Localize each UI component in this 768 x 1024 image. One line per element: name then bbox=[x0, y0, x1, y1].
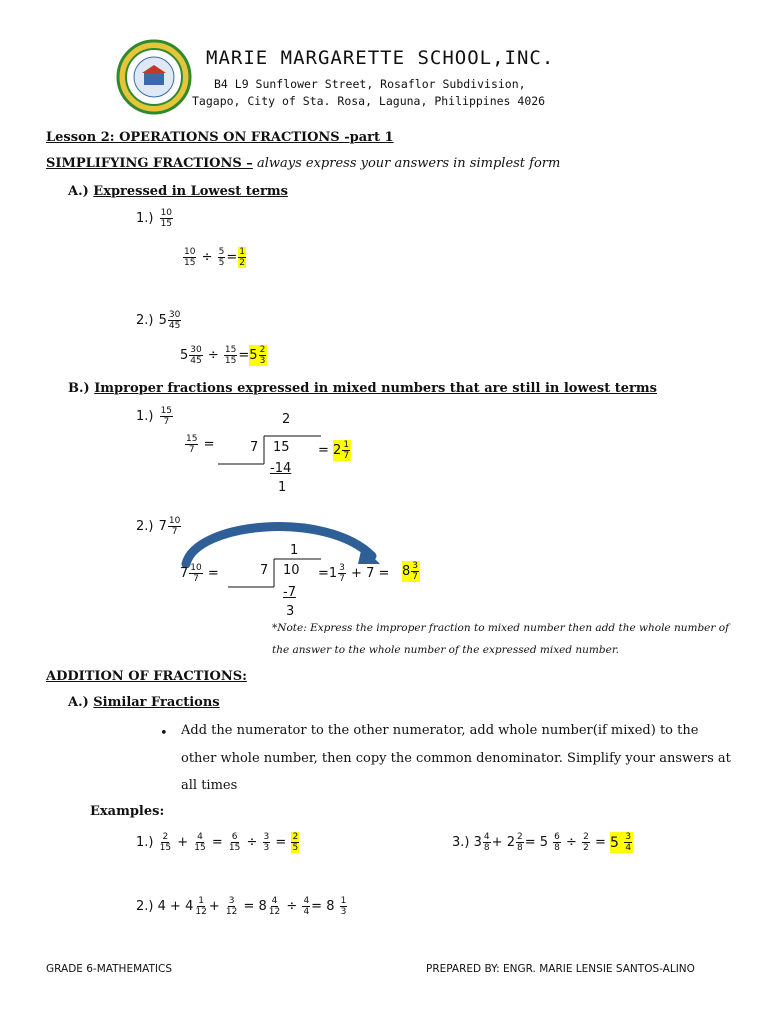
section-b-letter: B.) bbox=[68, 381, 90, 396]
b2-fraction-eq: 7 $\frac{10}{7}$ = bbox=[180, 563, 219, 584]
b1-problem bbox=[136, 406, 174, 427]
fraction: $\frac{15}{7}$ bbox=[160, 406, 173, 427]
fraction: $\frac{15}{15}$ bbox=[224, 345, 237, 366]
b2-remainder: 3 bbox=[286, 604, 295, 619]
section-b-title: Improper fractions expressed in mixed numbers that are still in lowest terms bbox=[94, 381, 657, 396]
example-1: 1.) $\frac{2}{15}$ + $\frac{4}{15}$ = $\frac{6}{15}$ ÷ $\frac{3}{3}$ = $\frac{2}{5}$ bbox=[136, 832, 299, 853]
school-logo bbox=[116, 39, 192, 115]
answer-fraction: $\frac{2}{5}$ bbox=[292, 832, 299, 853]
answer-fraction: $\frac{1}{2}$ bbox=[239, 247, 246, 268]
fraction: $\frac{15}{7}$ bbox=[186, 434, 198, 455]
b2-answer: 8 $\frac{3}{7}$ bbox=[402, 561, 419, 582]
b2-subtract: -7 bbox=[283, 585, 296, 600]
b1-answer: = 2 $\frac{1}{7}$ bbox=[318, 440, 350, 461]
a1-problem bbox=[136, 208, 174, 229]
fraction: $\frac{3}{7}$ bbox=[339, 563, 345, 584]
section-a-title: Expressed in Lowest terms bbox=[93, 184, 288, 199]
fraction: $\frac{10}{7}$ bbox=[168, 516, 181, 537]
fraction: $\frac{10}{15}$ bbox=[184, 247, 196, 268]
section-a-letter: A.) bbox=[68, 184, 89, 199]
a2-solution: 5 $\frac{30}{45}$ ÷ $\frac{15}{15}$ = 5 $\frac{2}{3}$ bbox=[180, 345, 266, 366]
examples-label: Examples: bbox=[90, 804, 165, 819]
fraction: $\frac{30}{45}$ bbox=[190, 345, 202, 366]
example-2: 2.) 4 + 4 $\frac{1}{12}$ + $\frac{3}{12}$ = 8 $\frac{4}{12}$ ÷ $\frac{4}{4}$ = 8 $\frac{1}{3}$ bbox=[136, 896, 347, 917]
item-label: 2.) bbox=[136, 313, 154, 328]
b1-quotient: 2 bbox=[282, 412, 291, 427]
bullet-line-1: Add the numerator to the other numerator, add whole number(if mixed) to the bbox=[181, 723, 699, 738]
item-label: 1.) bbox=[136, 211, 154, 226]
b1-fraction-eq: $\frac{15}{7}$ = bbox=[186, 434, 215, 455]
section-a-heading bbox=[68, 184, 288, 199]
example-3: 3.) 3 $\frac{4}{8}$ + 2 $\frac{2}{8}$ = 5 $\frac{6}{8}$ ÷ $\frac{2}{2}$ = 5 $\frac{3}{4}$ bbox=[452, 832, 632, 853]
b2-divisor: 7 bbox=[260, 563, 269, 578]
answer-mixed: 5 $\frac{3}{4}$ bbox=[610, 832, 632, 853]
answer-mixed: 2 $\frac{1}{7}$ bbox=[333, 440, 350, 461]
fraction: $\frac{10}{15}$ bbox=[160, 208, 173, 229]
a1-solution: $\frac{10}{15}$ ÷ $\frac{5}{5}$ = $\frac{1}{2}$ bbox=[184, 247, 246, 268]
school-name: MARIE MARGARETTE SCHOOL,INC. bbox=[206, 47, 555, 69]
section-b-heading bbox=[68, 381, 657, 396]
fraction: $\frac{10}{7}$ bbox=[190, 563, 202, 584]
simplifying-note: always express your answers in simplest form bbox=[256, 156, 561, 171]
item-label: 1.) bbox=[136, 409, 154, 424]
simplifying-title: SIMPLIFYING FRACTIONS – bbox=[46, 156, 253, 171]
b1-subtract: -14 bbox=[270, 461, 292, 476]
addition-heading: ADDITION OF FRACTIONS: bbox=[46, 669, 247, 684]
bullet-line-3: all times bbox=[181, 778, 238, 793]
similar-fractions-heading: A.) Similar Fractions bbox=[68, 695, 220, 710]
note-line-2: the answer to the whole number of the expressed mixed number. bbox=[272, 644, 620, 656]
b2-dividend: 10 bbox=[283, 563, 300, 578]
simplifying-heading bbox=[46, 156, 560, 171]
b1-dividend: 15 bbox=[273, 440, 290, 455]
bullet-dot: • bbox=[160, 726, 168, 741]
answer-mixed: 5 $\frac{2}{3}$ bbox=[249, 345, 266, 366]
bullet-line-2: other whole number, then copy the common denominator. Simplify your answers at bbox=[181, 751, 731, 766]
footer-right: PREPARED BY: ENGR. MARIE LENSIE SANTOS-ALINO bbox=[426, 963, 695, 975]
b1-remainder: 1 bbox=[278, 480, 287, 495]
a2-problem: 2.) 5 $\frac{30}{45}$ bbox=[136, 310, 181, 331]
lesson-title: Lesson 2: OPERATIONS ON FRACTIONS -part 1 bbox=[46, 130, 394, 145]
fraction: $\frac{5}{5}$ bbox=[218, 247, 225, 268]
note-line-1: *Note: Express the improper fraction to mixed number then add the whole number of bbox=[272, 622, 729, 634]
b2-mixed-add: =1 $\frac{3}{7}$ + 7 = bbox=[318, 563, 390, 584]
b2-division-bracket bbox=[226, 557, 326, 591]
b2-problem: 2.) 7 $\frac{10}{7}$ bbox=[136, 516, 181, 537]
b1-divisor: 7 bbox=[250, 440, 259, 455]
fraction: $\frac{30}{45}$ bbox=[168, 310, 181, 331]
item-label: 2.) bbox=[136, 519, 154, 534]
address-line-2: Tagapo, City of Sta. Rosa, Laguna, Philippines 4026 bbox=[192, 94, 546, 108]
footer-left: GRADE 6-MATHEMATICS bbox=[46, 963, 173, 975]
b2-quotient: 1 bbox=[290, 543, 299, 558]
address-line-1: B4 L9 Sunflower Street, Rosaflor Subdivision, bbox=[214, 77, 526, 91]
